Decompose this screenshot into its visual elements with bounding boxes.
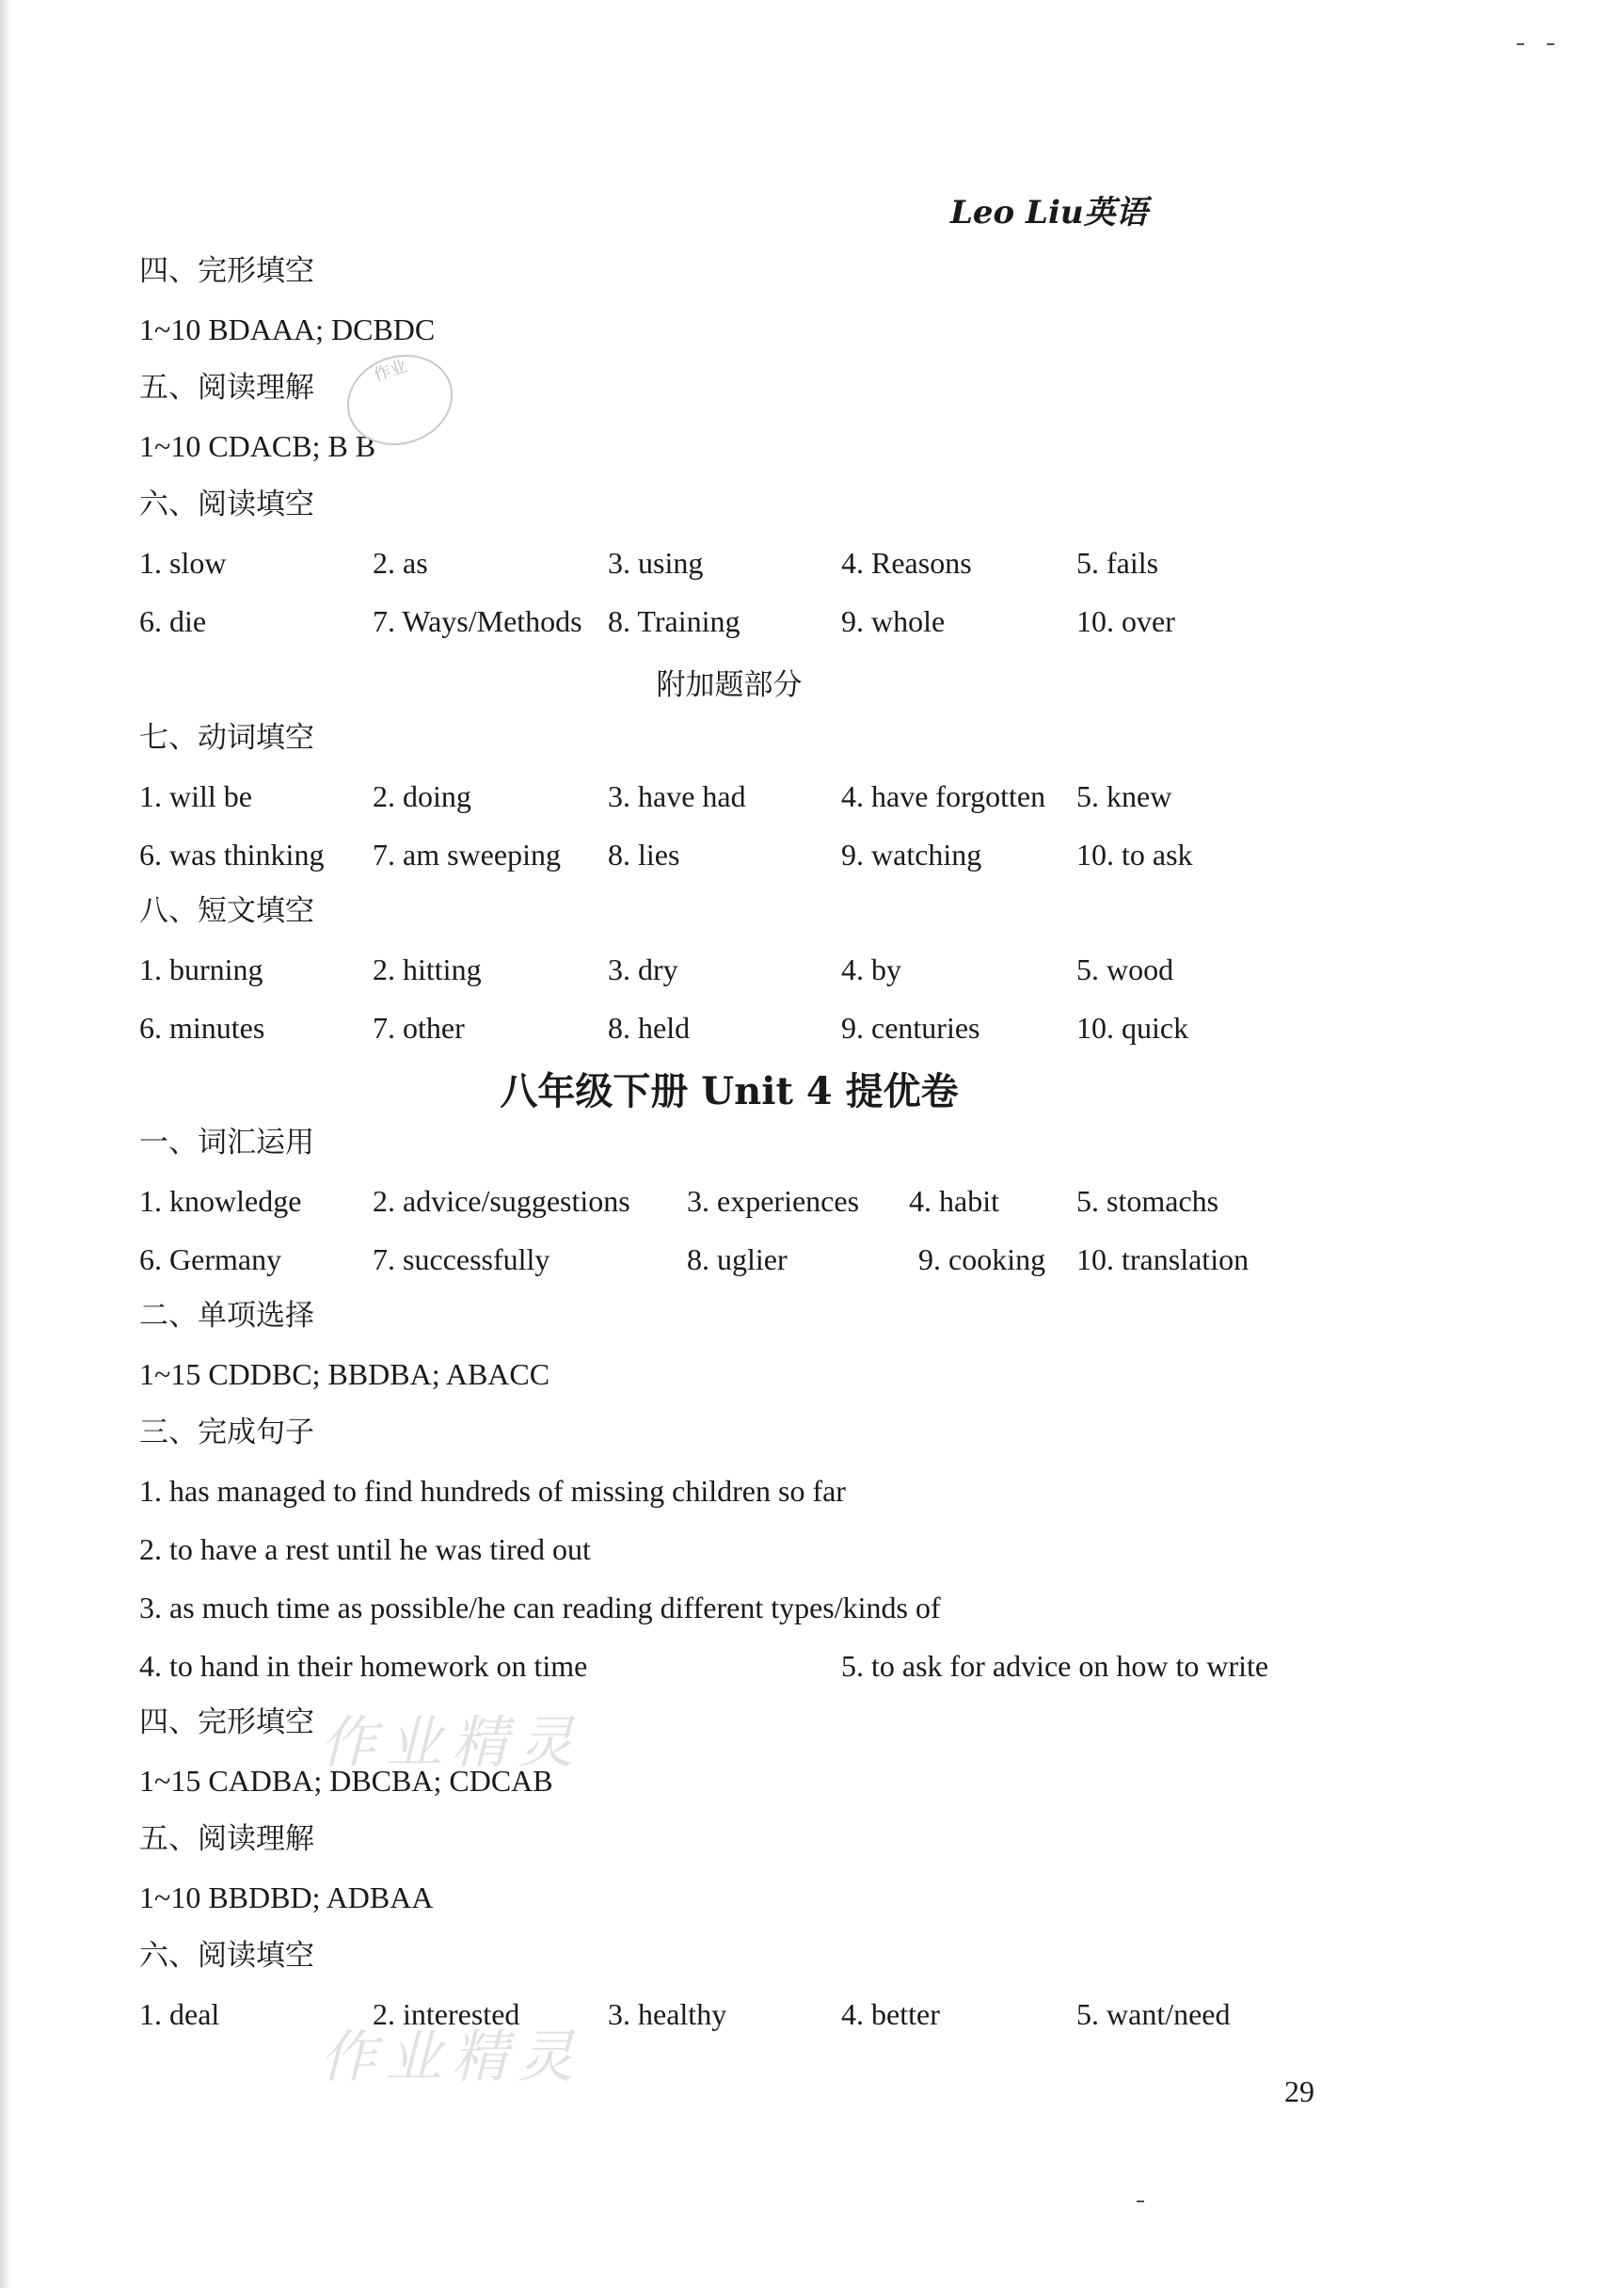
answer-cell: 9. watching	[841, 838, 982, 872]
answer-cell: 4. habit	[909, 1184, 999, 1218]
section-heading: 七、动词填空	[139, 721, 314, 755]
watermark: 作业精灵	[320, 1710, 583, 1776]
section-heading: 八、短文填空	[139, 894, 314, 928]
answer-cell: 7. Ways/Methods	[373, 604, 582, 638]
answer-cell: 4. by	[841, 952, 901, 986]
answer-cell: 8. Training	[608, 604, 740, 638]
answer-cell: 5. knew	[1076, 779, 1172, 813]
answer-cell: 6. minutes	[139, 1011, 265, 1045]
section-heading: 六、阅读填空	[139, 488, 314, 521]
section-heading: 五、阅读理解	[139, 1822, 314, 1856]
section-heading: 一、词汇运用	[139, 1126, 314, 1160]
scan-mark	[1547, 43, 1554, 45]
brand-logo: Leo Liu英语	[950, 194, 1148, 232]
sentence-answer: 1. has managed to find hundreds of missing children so far	[139, 1474, 846, 1508]
answer-cell: 5. fails	[1076, 546, 1159, 580]
answer-cell: 5. wood	[1076, 952, 1174, 986]
answer-cell: 3. dry	[608, 952, 678, 986]
answer-cell: 8. held	[608, 1011, 691, 1045]
answer-line: 1~15 CADBA; DBCBA; CDCAB	[139, 1764, 553, 1798]
answer-cell: 8. uglier	[687, 1242, 788, 1276]
answer-cell: 8. lies	[608, 838, 680, 872]
answer-line: 1~10 CDACB; B B	[139, 429, 376, 463]
section-heading: 四、完形填空	[139, 254, 314, 288]
answer-cell: 2. interested	[373, 1997, 520, 2031]
answer-cell: 1. deal	[139, 1997, 220, 2031]
answer-cell: 4. better	[841, 1997, 940, 2031]
answer-cell: 2. hitting	[373, 952, 482, 986]
answer-cell: 1. knowledge	[139, 1184, 302, 1218]
stamp-seal: 作业	[335, 342, 464, 459]
answer-cell: 1. slow	[139, 546, 227, 580]
sentence-answer: 3. as much time as possible/he can reading different types/kinds of	[139, 1591, 941, 1624]
scan-mark	[1137, 2200, 1144, 2202]
answer-cell: 4. have forgotten	[841, 779, 1046, 813]
answer-cell: 9. cooking	[918, 1242, 1046, 1276]
scan-mark	[1517, 43, 1524, 45]
page-number: 29	[1284, 2074, 1314, 2108]
answer-cell: 7. successfully	[373, 1242, 550, 1276]
answer-cell: 10. over	[1076, 604, 1175, 638]
answer-cell: 1. will be	[139, 779, 252, 813]
answer-cell: 6. was thinking	[139, 838, 325, 872]
sentence-answer: 4. to hand in their homework on time	[139, 1649, 588, 1683]
answer-cell: 5. want/need	[1076, 1997, 1231, 2031]
answer-cell: 10. to ask	[1076, 838, 1193, 872]
sentence-answer: 2. to have a rest until he was tired out	[139, 1532, 591, 1566]
section-heading: 三、完成句子	[139, 1416, 314, 1449]
answer-cell: 3. healthy	[608, 1997, 727, 2031]
section-heading: 二、单项选择	[139, 1299, 314, 1333]
answer-cell: 10. quick	[1076, 1011, 1189, 1045]
answer-cell: 3. have had	[608, 779, 746, 813]
answer-cell: 2. as	[373, 546, 428, 580]
answer-cell: 7. other	[373, 1011, 465, 1045]
answer-cell: 7. am sweeping	[373, 838, 561, 872]
answer-line: 1~15 CDDBC; BBDBA; ABACC	[139, 1357, 550, 1391]
answer-cell: 6. die	[139, 604, 207, 638]
unit-title: 八年级下册 Unit 4 提优卷	[500, 1069, 959, 1113]
sentence-answer: 5. to ask for advice on how to write	[841, 1649, 1269, 1683]
answer-cell: 1. burning	[139, 952, 263, 986]
scan-edge-shadow	[0, 0, 11, 2288]
answer-cell: 2. doing	[373, 779, 471, 813]
answer-cell: 3. using	[608, 546, 704, 580]
answer-cell: 9. centuries	[841, 1011, 980, 1045]
answer-cell: 4. Reasons	[841, 546, 972, 580]
extra-title: 附加题部分	[656, 668, 803, 702]
answer-cell: 5. stomachs	[1076, 1184, 1219, 1218]
answer-cell: 3. experiences	[687, 1184, 860, 1218]
answer-line: 1~10 BBDBD; ADBAA	[139, 1880, 434, 1914]
section-heading: 五、阅读理解	[139, 371, 314, 405]
answer-cell: 2. advice/suggestions	[373, 1184, 630, 1218]
answer-line: 1~10 BDAAA; DCBDC	[139, 312, 436, 346]
watermark: 作业精灵	[320, 2024, 583, 2090]
answer-cell: 9. whole	[841, 604, 946, 638]
section-heading: 六、阅读填空	[139, 1939, 314, 1973]
answer-cell: 6. Germany	[139, 1242, 282, 1276]
answer-cell: 10. translation	[1076, 1242, 1250, 1276]
section-heading: 四、完形填空	[139, 1705, 314, 1739]
